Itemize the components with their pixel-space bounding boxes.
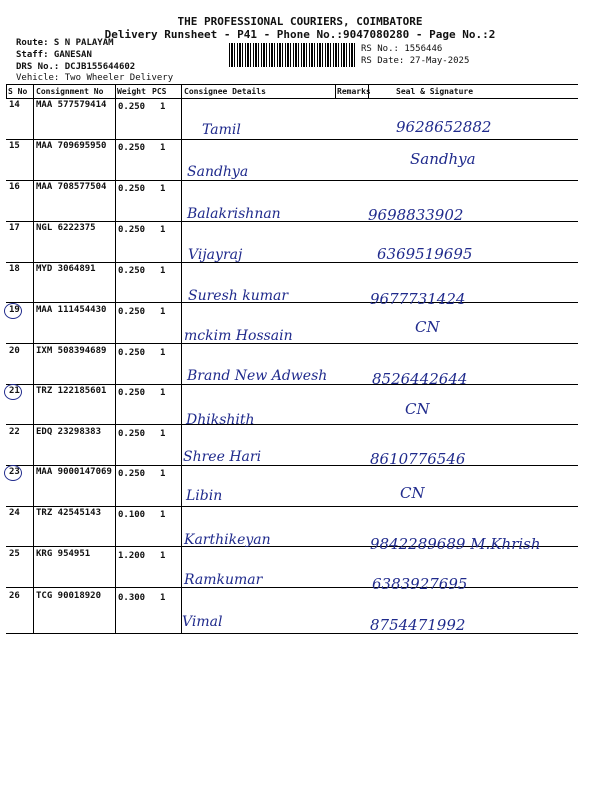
row-consignment: MAA 708577504 xyxy=(36,182,107,192)
row-pcs: 1 xyxy=(160,307,166,317)
signature: 9628652882 xyxy=(396,118,492,136)
consignee-name: Ramkumar xyxy=(184,572,263,588)
signature: 9698833902 xyxy=(368,206,464,224)
col-weight: Weight xyxy=(117,87,146,96)
signature: CN xyxy=(400,484,425,502)
signature: 6383927695 xyxy=(372,575,468,593)
row-sno: 23 xyxy=(9,467,20,477)
row-consignment: IXM 508394689 xyxy=(36,346,107,356)
row-consignment: MAA 577579414 xyxy=(36,100,107,110)
row-sno: 25 xyxy=(9,549,20,559)
col-remarks: Remarks xyxy=(337,87,371,96)
route-label: Route: S N PALAYAM xyxy=(16,38,114,48)
row-weight: 0.100 xyxy=(118,510,146,520)
row-consignment: KRG 954951 xyxy=(36,549,91,559)
consignee-name: Vimal xyxy=(182,614,223,630)
row-pcs: 1 xyxy=(160,266,166,276)
row-sno: 26 xyxy=(9,591,20,601)
consignee-name: Shree Hari xyxy=(183,449,262,465)
col-seal: Seal & Signature xyxy=(396,87,474,96)
row-sno: 15 xyxy=(9,141,20,151)
consignee-name: Libin xyxy=(186,488,223,504)
row-pcs: 1 xyxy=(160,184,166,194)
row-sno: 22 xyxy=(9,427,20,437)
consignee-name: Sandhya xyxy=(187,164,249,180)
consignee-name: Suresh kumar xyxy=(188,288,289,304)
row-consignment: TRZ 122185601 xyxy=(36,386,107,396)
row-sno: 19 xyxy=(9,305,20,315)
consignee-name: Tamil xyxy=(202,122,241,138)
signature: 9677731424 xyxy=(370,290,466,308)
consignee-name: Dhikshith xyxy=(186,412,255,428)
row-pcs: 1 xyxy=(160,225,166,235)
row-weight: 0.250 xyxy=(118,348,146,358)
col-consignee: Consignee Details xyxy=(184,87,266,96)
row-sno: 16 xyxy=(9,182,20,192)
drs-label: DRS No.: DCJB155644602 xyxy=(16,62,136,72)
row-consignment: EDQ 23298383 xyxy=(36,427,102,437)
row-weight: 0.250 xyxy=(118,102,146,112)
row-weight: 0.250 xyxy=(118,307,146,317)
consignee-name: Karthikeyan xyxy=(184,532,271,548)
row-consignment: MAA 9000147069 xyxy=(36,467,112,477)
vehicle-label: Vehicle: Two Wheeler Delivery xyxy=(16,73,174,83)
consignee-name: Balakrishnan xyxy=(187,206,281,222)
row-weight: 0.250 xyxy=(118,469,146,479)
col-consignment: Consignment No xyxy=(36,87,104,96)
row-weight: 0.250 xyxy=(118,388,146,398)
signature: 9842289689 M.Khrish xyxy=(370,535,541,553)
row-sno: 21 xyxy=(9,386,20,396)
row-sno: 24 xyxy=(9,508,20,518)
row-weight: 0.250 xyxy=(118,225,146,235)
row-weight: 0.250 xyxy=(118,429,146,439)
row-consignment: NGL 6222375 xyxy=(36,223,96,233)
row-pcs: 1 xyxy=(160,551,166,561)
staff-label: Staff: GANESAN xyxy=(16,50,92,60)
consignee-name: Brand New Adwesh xyxy=(187,368,328,384)
consignee-name: Vijayraj xyxy=(188,247,243,263)
signature: 8610776546 xyxy=(370,450,466,468)
company-title: THE PROFESSIONAL COURIERS, COIMBATORE xyxy=(177,15,423,28)
row-pcs: 1 xyxy=(160,143,166,153)
signature: 8526442644 xyxy=(372,370,468,388)
row-consignment: MAA 709695950 xyxy=(36,141,107,151)
row-weight: 0.250 xyxy=(118,143,146,153)
row-weight: 0.250 xyxy=(118,184,146,194)
runsheet-subtitle: Delivery Runsheet - P41 - Phone No.:9047080280 - Page No.:2 xyxy=(104,28,496,41)
signature: CN xyxy=(415,318,440,336)
row-pcs: 1 xyxy=(160,469,166,479)
col-sno: S No xyxy=(8,87,28,96)
row-pcs: 1 xyxy=(160,593,166,603)
row-pcs: 1 xyxy=(160,102,166,112)
row-pcs: 1 xyxy=(160,388,166,398)
row-sno: 20 xyxy=(9,346,20,356)
consignee-name: mckim Hossain xyxy=(184,328,293,344)
row-weight: 0.250 xyxy=(118,266,146,276)
signature: Sandhya xyxy=(410,150,476,168)
col-pcs: PCS xyxy=(152,87,167,96)
signature: CN xyxy=(405,400,430,418)
signature: 6369519695 xyxy=(377,245,473,263)
row-sno: 14 xyxy=(9,100,20,110)
row-consignment: MYD 3064891 xyxy=(36,264,96,274)
row-consignment: MAA 111454430 xyxy=(36,305,107,315)
signature: 8754471992 xyxy=(370,616,466,634)
row-weight: 0.300 xyxy=(118,593,146,603)
barcode xyxy=(229,43,357,67)
row-consignment: TRZ 42545143 xyxy=(36,508,102,518)
row-sno: 17 xyxy=(9,223,20,233)
row-consignment: TCG 90018920 xyxy=(36,591,102,601)
rs-number: RS No.: 1556446 xyxy=(361,44,443,54)
row-pcs: 1 xyxy=(160,429,166,439)
row-pcs: 1 xyxy=(160,348,166,358)
row-sno: 18 xyxy=(9,264,20,274)
rs-date: RS Date: 27-May-2025 xyxy=(361,56,470,66)
row-pcs: 1 xyxy=(160,510,166,520)
row-weight: 1.200 xyxy=(118,551,146,561)
